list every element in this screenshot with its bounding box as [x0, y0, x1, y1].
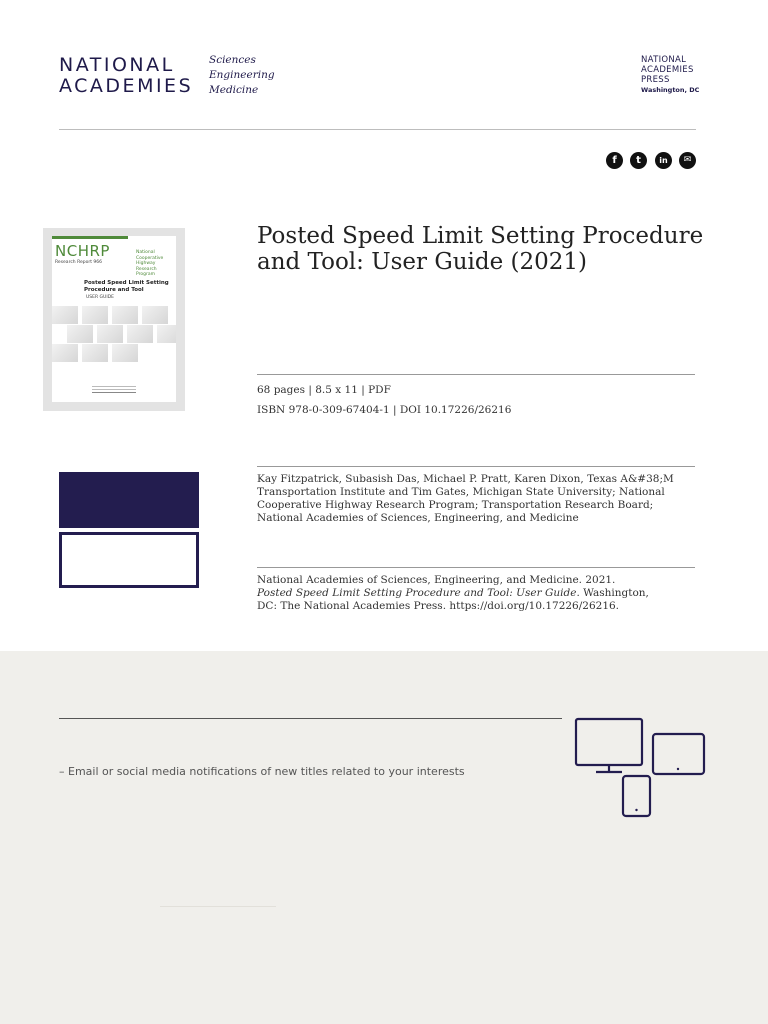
secondary-action-button[interactable] — [59, 532, 199, 588]
citation-divider — [257, 567, 695, 568]
cover-report: Research Report 966 — [55, 260, 103, 265]
twitter-icon[interactable]: t — [630, 152, 647, 169]
meta-divider — [257, 374, 695, 375]
email-icon[interactable]: ✉ — [679, 152, 696, 169]
logo-sub-sciences: Sciences — [209, 54, 256, 66]
book-title: Posted Speed Limit Setting Procedure and Tool: User Guide (2021) — [257, 223, 704, 275]
cover-subtitle: USER GUIDE — [86, 295, 114, 300]
faint-line — [160, 906, 276, 907]
press-city: Washington, DC — [641, 86, 700, 94]
linkedin-icon[interactable]: in — [655, 152, 672, 169]
cover-program: National Cooperative Highway Research Program — [136, 250, 164, 277]
press-line-3: PRESS — [641, 75, 670, 85]
header-divider — [59, 129, 696, 130]
cover-series: NCHRP — [55, 242, 110, 260]
citation-publisher: . Washington, DC: The National Academies Press. https://doi.org/10.17226/26216. — [257, 587, 649, 612]
notifications-divider — [59, 718, 562, 719]
citation-text: National Academies of Sciences, Engineering, and Medicine. 2021. — [257, 574, 616, 586]
facebook-icon[interactable]: f — [606, 152, 623, 169]
cover-green-bar — [52, 236, 128, 239]
press-line-1: NATIONAL — [641, 55, 687, 65]
book-authors: Kay Fitzpatrick, Subasish Das, Michael P. Pratt, Karen Dixon, Texas A&#38;M Transportation Institute and Tim Gates, Michigan State University; National Cooperative Highway Research Program; Transportation Research Board; National Academies of Sciences, Engineering, and Medicine — [257, 473, 674, 524]
cover-footer-text — [92, 386, 136, 396]
cover-title-1: Posted Speed Limit Setting — [84, 280, 169, 286]
logo-academies: ACADEMIES — [59, 75, 194, 97]
logo-national: NATIONAL — [59, 54, 175, 76]
notifications-section — [0, 651, 768, 1024]
citation-title: Posted Speed Limit Setting Procedure and Tool: User Guide — [257, 587, 577, 599]
logo-sub-engineering: Engineering — [209, 69, 275, 81]
cover-page — [52, 236, 176, 402]
primary-action-button[interactable] — [59, 472, 199, 528]
press-line-2: ACADEMIES — [641, 65, 694, 75]
book-citation — [257, 574, 652, 613]
book-cover[interactable] — [43, 228, 185, 411]
book-pages-format: 68 pages | 8.5 x 11 | PDF — [257, 384, 391, 396]
book-isbn-doi: ISBN 978-0-309-67404-1 | DOI 10.17226/26216 — [257, 404, 512, 416]
cover-pattern — [52, 306, 176, 362]
devices-icon — [572, 715, 710, 821]
authors-divider — [257, 466, 695, 467]
notifications-text: – Email or social media notifications of new titles related to your interests — [59, 765, 465, 778]
logo-sub-medicine: Medicine — [209, 84, 259, 96]
nap-press-logo[interactable] — [641, 55, 701, 95]
national-academies-logo[interactable] — [59, 54, 274, 98]
cover-title-2: Procedure and Tool — [84, 287, 144, 293]
social-share — [606, 152, 698, 170]
